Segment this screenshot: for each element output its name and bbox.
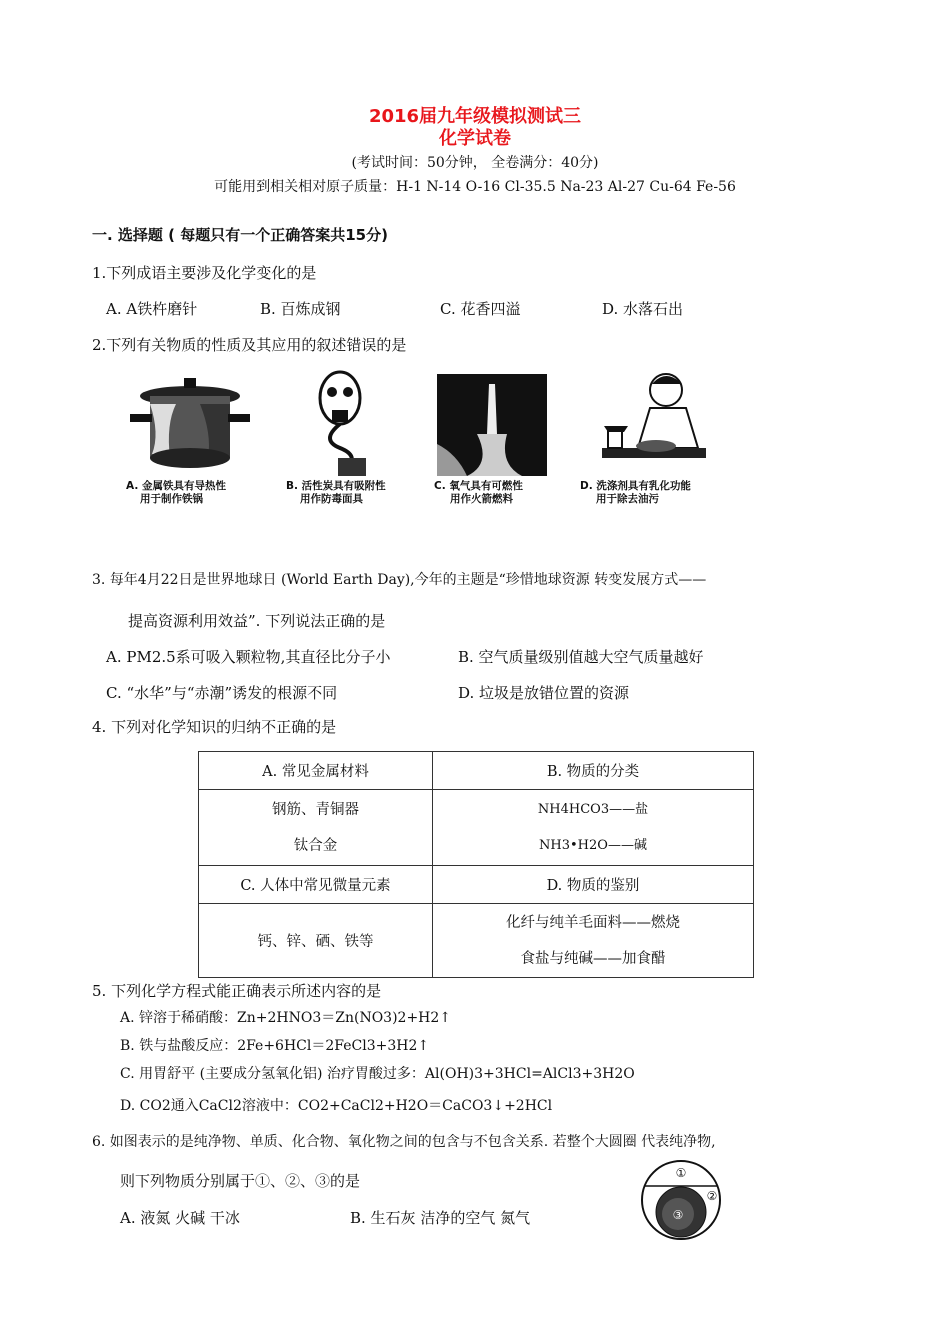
q4-cell-b-head: B. 物质的分类 <box>433 752 754 790</box>
q4-a-body-line2: 钛合金 <box>293 837 338 854</box>
q2-caption-b-line1: B. 活性炭具有吸附性 <box>286 480 386 492</box>
q6-option-a: A. 液氮 火碱 干冰 <box>120 1209 240 1227</box>
q5-option-c: C. 用胃舒平 (主要成分氢氧化铝) 治疗胃酸过多：Al(OH)3+3HCl=AlCl3+3H2O <box>120 1066 635 1082</box>
q6-option-b: B. 生石灰 洁净的空气 氮气 <box>350 1209 531 1227</box>
q3-option-d: D. 垃圾是放错位置的资源 <box>458 684 630 702</box>
q6-stem-line1: 6. 如图表示的是纯净物、单质、化合物、氧化物之间的包含与不包含关系. 若整个大圆圈 代表纯净物, <box>92 1134 716 1150</box>
q2-caption-c-line2: 用作火箭燃料 <box>450 493 513 505</box>
q5-stem: 5. 下列化学方程式能正确表示所述内容的是 <box>92 982 382 1000</box>
region-label-3: ③ <box>672 1208 684 1222</box>
q3-stem-line2: 提高资源利用效益”. 下列说法正确的是 <box>128 612 386 630</box>
q2-caption-d-line1: D. 洗涤剂具有乳化功能 <box>580 480 691 492</box>
q2-caption-d-line2: 用于除去油污 <box>596 493 659 505</box>
q4-b-body-line1: NH4HCO3——盐 <box>537 801 649 817</box>
q1-stem: 1.下列成语主要涉及化学变化的是 <box>92 264 317 282</box>
q4-cell-a-body <box>199 790 433 866</box>
q5-option-b: B. 铁与盐酸反应：2Fe+6HCl＝2FeCl3+3H2↑ <box>120 1038 430 1054</box>
q4-d-body-line2: 食盐与纯碱——加食醋 <box>520 950 666 967</box>
q4-cell-d-head: D. 物质的鉴别 <box>433 866 754 904</box>
q2-stem: 2.下列有关物质的性质及其应用的叙述错误的是 <box>92 336 407 354</box>
region-label-2: ② <box>706 1189 718 1203</box>
q2-caption-b-line2: 用作防毒面具 <box>300 493 363 505</box>
set-diagram <box>636 1158 726 1242</box>
q1-option-c: C. 花香四溢 <box>440 300 521 318</box>
q3-stem-line1: 3. 每年4月22日是世界地球日 (World Earth Day),今年的主题是“珍惜地球资源 转变发展方式—— <box>92 572 707 588</box>
exam-subtitle: 化学试卷 <box>439 128 511 149</box>
q1-option-d: D. 水落石出 <box>602 300 684 318</box>
exam-info: (考试时间：50分钟， 全卷满分：40分) <box>351 155 599 171</box>
q2-caption-c-line1: C. 氧气具有可燃性 <box>434 480 523 492</box>
gas-mask-illustration <box>310 370 380 478</box>
rocket-illustration <box>437 374 547 476</box>
q4-b-body-line2: NH3•H2O——碱 <box>539 837 647 853</box>
q4-d-body-line1: 化纤与纯羊毛面料——燃烧 <box>506 914 680 931</box>
q3-option-a: A. PM2.5系可吸入颗粒物,其直径比分子小 <box>106 648 391 666</box>
section-heading: 一. 选择题 ( 每题只有一个正确答案共15分) <box>92 226 388 244</box>
dishwashing-illustration <box>598 368 714 480</box>
q3-option-c: C. “水华”与“赤潮”诱发的根源不同 <box>106 684 338 702</box>
q4-cell-a-head: A. 常见金属材料 <box>199 752 433 790</box>
q4-cell-c-head: C. 人体中常见微量元素 <box>199 866 433 904</box>
exam-title: 2016届九年级模拟测试三 <box>368 106 582 127</box>
q2-caption-a-line1: A. 金属铁具有导热性 <box>126 480 226 492</box>
q4-cell-d-body <box>433 904 754 978</box>
q6-stem-line2: 则下列物质分别属于①、②、③的是 <box>120 1172 361 1190</box>
q3-option-b: B. 空气质量级别值越大空气质量越好 <box>458 648 704 666</box>
q5-option-a: A. 锌溶于稀硝酸：Zn+2HNO3＝Zn(NO3)2+H2↑ <box>120 1010 452 1026</box>
q4-cell-c-body: 钙、锌、硒、铁等 <box>199 904 433 978</box>
q5-option-d: D. CO2通入CaCl2溶液中：CO2+CaCl2+H2O＝CaCO3↓+2HCl <box>120 1098 553 1114</box>
q4-a-body-line1: 钢筋、青铜器 <box>272 801 359 818</box>
q4-stem: 4. 下列对化学知识的归纳不正确的是 <box>92 718 337 736</box>
q1-option-b: B. 百炼成钢 <box>260 300 341 318</box>
region-label-1: ① <box>675 1166 687 1180</box>
q1-option-a: A. A铁杵磨针 <box>106 300 198 318</box>
q4-table <box>198 751 754 978</box>
atomic-masses: 可能用到相关相对原子质量：H-1 N-14 O-16 Cl-35.5 Na-23 Al-27 Cu-64 Fe-56 <box>214 179 736 195</box>
q2-caption-a-line2: 用于制作铁锅 <box>140 493 203 505</box>
q4-cell-b-body <box>433 790 754 866</box>
pot-illustration <box>130 374 250 478</box>
